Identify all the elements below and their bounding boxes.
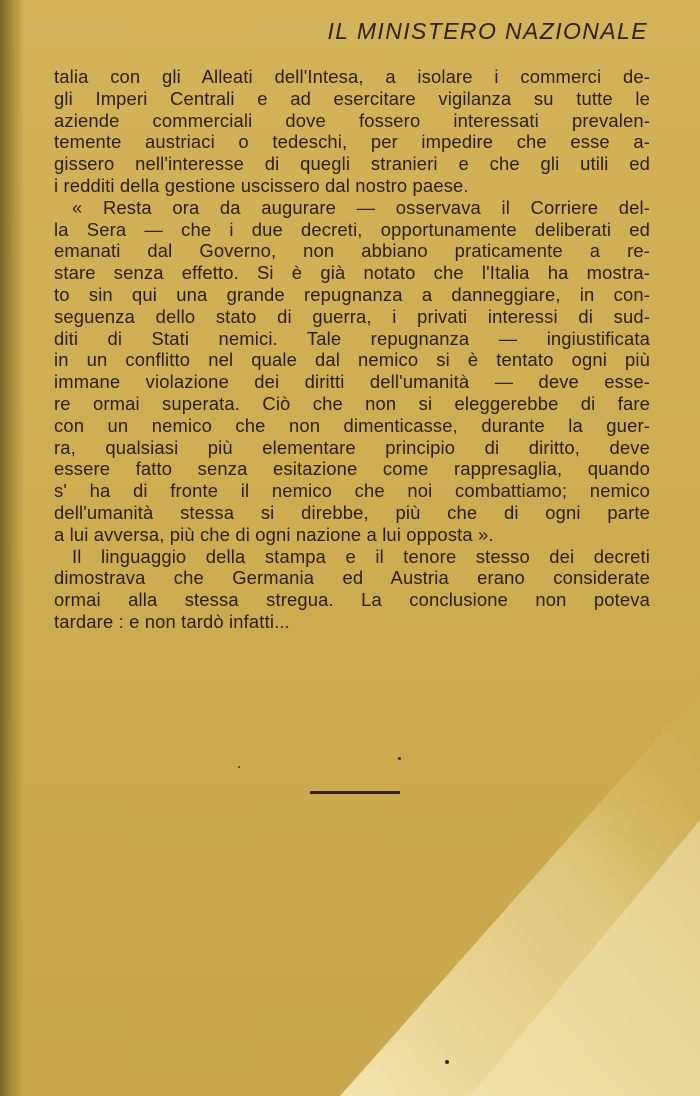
text-line: s' ha di fronte il nemico che noi combattiamo; nemico bbox=[54, 480, 650, 502]
text-line: seguenza dello stato di guerra, i privati interessi di sud- bbox=[54, 305, 650, 327]
text-line: essere fatto senza esitazione come rappresaglia, quando bbox=[54, 458, 650, 480]
paper-speck bbox=[398, 757, 401, 760]
text-line: gissero nell'interesse di quegli stranieri e che gli utili ed bbox=[54, 153, 650, 175]
body-text bbox=[54, 66, 650, 633]
text-line: temente austriaci o tedeschi, per impedire che esse a- bbox=[54, 131, 650, 153]
text-line: to sin qui una grande repugnanza a danneggiare, in con- bbox=[54, 283, 650, 305]
text-line: dimostrava che Germania ed Austria erano considerate bbox=[54, 567, 650, 589]
text-line: « Resta ora da augurare — osservava il Corriere del- bbox=[72, 196, 650, 218]
text-line: ormai alla stessa stregua. La conclusione non poteva bbox=[54, 589, 650, 611]
paper-speck bbox=[445, 1060, 449, 1064]
text-line: dell'umanità stessa si direbbe, più che di ogni parte bbox=[54, 501, 650, 523]
paper-speck bbox=[238, 766, 240, 768]
text-line: a lui avversa, più che di ogni nazione a lui opposta ». bbox=[54, 523, 494, 545]
text-line: re ormai superata. Ciò che non si eleggerebbe di fare bbox=[54, 392, 650, 414]
paragraph-3 bbox=[54, 546, 650, 633]
text-line: ra, qualsiasi più elementare principio di diritto, deve bbox=[54, 436, 650, 458]
text-line: immane violazione dei diritti dell'umanità — deve esse- bbox=[54, 371, 650, 393]
running-title: IL MINISTERO NAZIONALE bbox=[327, 18, 648, 44]
text-line: emanati dal Governo, non abbiano praticamente a re- bbox=[54, 240, 650, 262]
text-line: con un nemico che non dimenticasse, durante la guer- bbox=[54, 414, 650, 436]
text-line: talia con gli Alleati dell'Intesa, a isolare i commerci de- bbox=[54, 66, 650, 87]
text-line: i redditi della gestione uscissero dal nostro paese. bbox=[54, 174, 469, 196]
text-line: aziende commerciali dove fossero interessati prevalen- bbox=[54, 109, 650, 131]
paragraph-1 bbox=[54, 66, 650, 197]
text-line: tardare : e non tardò infatti... bbox=[54, 610, 290, 632]
text-line: stare senza effetto. Si è già notato che l'Italia ha mostra- bbox=[54, 262, 650, 284]
binding-shadow bbox=[0, 0, 24, 1096]
text-line: in un conflitto nel quale dal nemico si è tentato ogni più bbox=[54, 349, 650, 371]
paragraph-2 bbox=[54, 197, 650, 546]
text-line: Il linguaggio della stampa e il tenore stesso dei decreti bbox=[72, 545, 650, 567]
text-line: la Sera — che i due decreti, opportunamente deliberati ed bbox=[54, 218, 650, 240]
section-end-rule bbox=[310, 791, 400, 794]
text-line: gli Imperi Centrali e ad esercitare vigilanza su tutte le bbox=[54, 87, 650, 109]
text-line: diti di Stati nemici. Tale repugnanza — ingiustificata bbox=[54, 327, 650, 349]
